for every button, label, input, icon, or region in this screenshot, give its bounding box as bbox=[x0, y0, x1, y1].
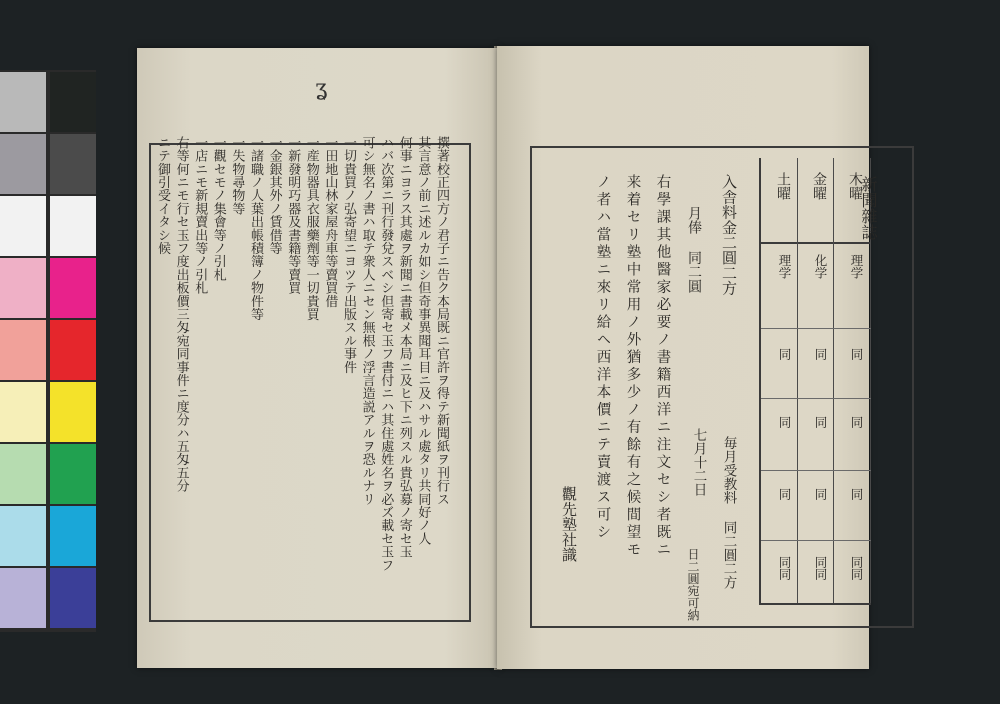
payment-note: 日二圓宛可納 bbox=[686, 548, 700, 622]
subject-cell: 同 bbox=[813, 348, 828, 361]
color-swatch bbox=[0, 72, 46, 132]
color-swatch bbox=[0, 568, 46, 628]
text-column: 来着セリ塾中常用ノ外猶多少ノ有餘有之候間望モ bbox=[624, 174, 641, 559]
color-swatch bbox=[0, 444, 46, 504]
color-swatch bbox=[50, 568, 96, 628]
text-column: 一諸職ノ人葉出帳積簿ノ物件等 bbox=[248, 136, 263, 321]
text-column: ハバ次第ニ刊行發兌スベシ但寄セ玉フ書付ニハ其住處姓名ヲ必ズ載セ玉フ bbox=[378, 136, 394, 572]
subject-cell: 同 bbox=[849, 348, 864, 361]
text-column: 可シ無名ノ書ハ取テ衆人ニセン無根ノ浮言造説アルヲ恐ルナリ bbox=[359, 136, 375, 506]
text-column: 撰著校正四方ノ君子ニ告ク本局既ニ官許ヲ得テ新聞紙ヲ刊行ス bbox=[434, 136, 449, 506]
text-column: 一田地山林家屋舟車等賣買借 bbox=[322, 136, 338, 308]
subject-cell: 同 bbox=[813, 568, 828, 581]
text-column: 右等何ニモ行セ玉フ度出板價三匁宛同事件ニ度分ハ五匁五分 bbox=[173, 136, 189, 493]
subject-cell: 理学 bbox=[849, 254, 864, 279]
heading-title: 新聞雜誌 bbox=[859, 176, 878, 240]
entrance-fee-line: 入舎料金二圓二方 bbox=[720, 174, 738, 296]
color-swatch bbox=[50, 320, 96, 380]
text-column: 何事ニヨラス其處ヲ新聞ニ書載メ本局ニ及ヒ下ニ列スル貴弘募ノ寄セ玉 bbox=[396, 136, 412, 559]
subject-cell: 同 bbox=[849, 416, 864, 429]
color-swatch bbox=[50, 382, 96, 442]
color-swatch bbox=[50, 72, 96, 132]
subject-cell: 同 bbox=[813, 416, 828, 429]
date-line: 七月十二日 bbox=[690, 428, 707, 497]
text-column: ノ者ハ當塾ニ來リ給ヘ西洋本價ニテ賣渡ス可シ bbox=[594, 174, 611, 542]
subject-cell: 同 bbox=[777, 488, 792, 501]
subject-cell: 同 bbox=[849, 556, 864, 569]
text-column: 右學課其他醫家必要ノ書籍西洋ニ注文セシ者既ニ bbox=[654, 174, 671, 559]
color-swatch bbox=[0, 320, 46, 380]
text-column: 其言意ノ前ニ述ルカ如シ但奇事異聞耳目ニ及ハサル處タリ共同好ノ人 bbox=[415, 136, 431, 546]
board-fee-line: 月俸 同二圓 bbox=[686, 206, 702, 294]
color-swatch bbox=[50, 196, 96, 256]
subject-cell: 同 bbox=[849, 568, 864, 581]
color-swatch bbox=[0, 382, 46, 442]
color-swatch bbox=[0, 506, 46, 566]
ink-mark: ʓ bbox=[315, 76, 328, 101]
text-column: 一切貴買ノ弘寄望ニヨツテ出版スル事件 bbox=[341, 136, 356, 374]
day-header: 木曜 bbox=[847, 172, 863, 200]
left-page bbox=[137, 48, 499, 668]
text-column: 一失物尋物等 bbox=[229, 136, 245, 216]
subject-cell: 化学 bbox=[813, 254, 828, 279]
subject-cell: 同 bbox=[777, 348, 792, 361]
subject-cell: 同 bbox=[777, 556, 792, 569]
color-calibration-chart bbox=[0, 70, 96, 632]
subject-cell: 同 bbox=[813, 488, 828, 501]
color-swatch bbox=[50, 258, 96, 318]
subject-cell: 同 bbox=[813, 556, 828, 569]
text-column: 一觀セモノ集會等ノ引札 bbox=[210, 136, 226, 282]
text-column: 一店ニモ新規賣出等ノ引札 bbox=[192, 136, 208, 295]
day-header: 金曜 bbox=[811, 172, 827, 200]
schedule-table bbox=[759, 158, 871, 605]
color-swatch bbox=[0, 134, 46, 194]
subject-cell: 同 bbox=[849, 488, 864, 501]
color-swatch bbox=[0, 196, 46, 256]
subject-cell: 同 bbox=[777, 568, 792, 581]
color-swatch bbox=[50, 506, 96, 566]
text-column: 一新發明巧器及書籍等賣買 bbox=[285, 136, 301, 295]
text-column: 一金銀其外ノ賃借等 bbox=[266, 136, 282, 255]
day-header: 土曜 bbox=[775, 172, 791, 200]
text-column: ニテ御引受イタシ候 bbox=[155, 136, 170, 255]
color-swatch bbox=[50, 134, 96, 194]
monthly-fee-line: 毎月受教料 同二圓二方 bbox=[720, 436, 737, 590]
subject-cell: 理学 bbox=[777, 254, 792, 279]
right-page bbox=[497, 46, 878, 669]
signature: 觀先塾社識 bbox=[560, 486, 578, 562]
subject-cell: 同 bbox=[777, 416, 792, 429]
color-swatch bbox=[50, 444, 96, 504]
text-column: 一産物器具衣服藥劑等一切貴買 bbox=[303, 136, 319, 321]
color-swatch bbox=[0, 258, 46, 318]
